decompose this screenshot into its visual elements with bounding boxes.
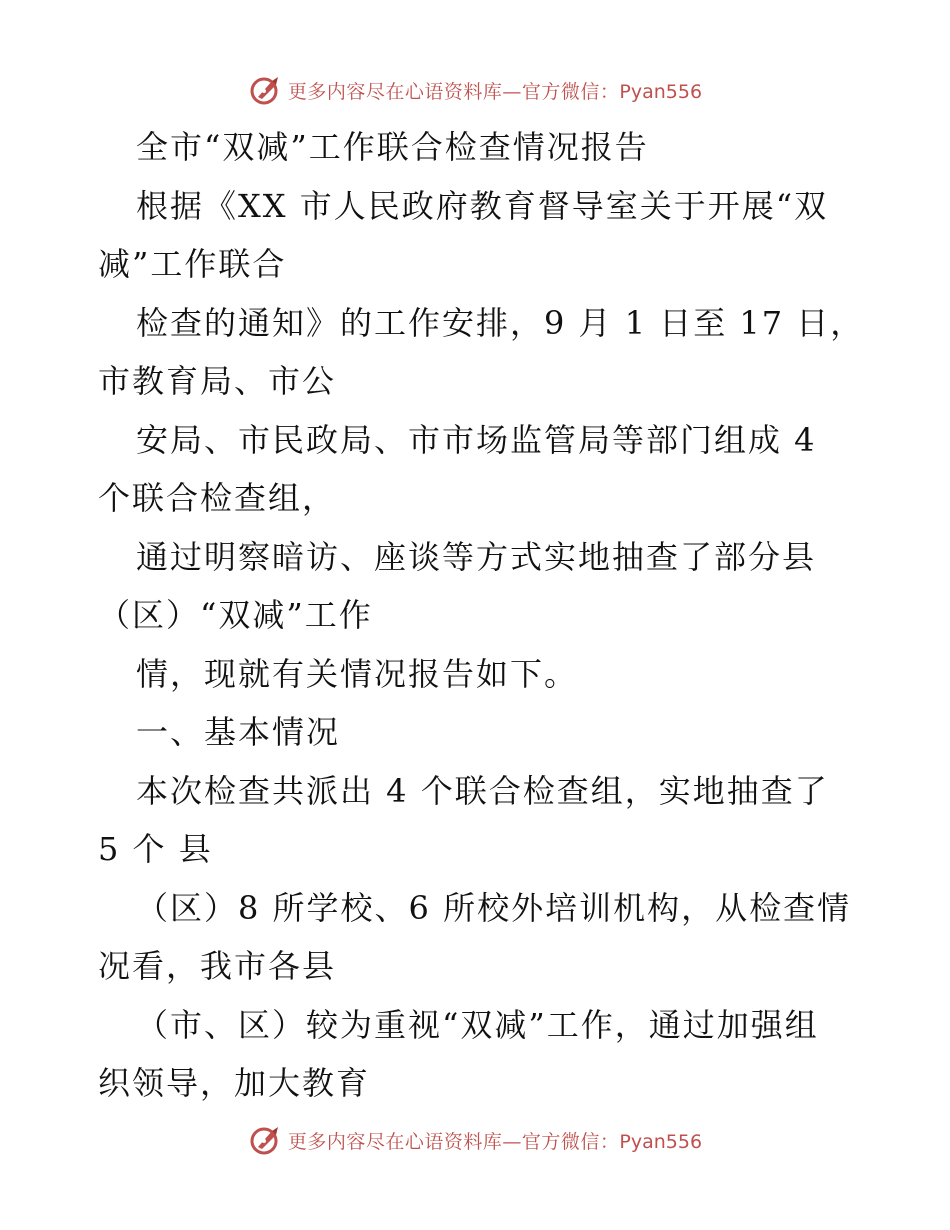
document-line: 个联合检查组， — [98, 479, 337, 517]
section-heading: 一、基本情况 — [136, 713, 341, 751]
document-line: （市、区）较为重视“双减”工作，通过加强组 — [136, 1005, 819, 1044]
document-line: 全市“双减”工作联合检查情况报告 — [136, 128, 649, 166]
footer-banner — [0, 1120, 950, 1160]
pen-nib-logo-icon — [248, 73, 282, 107]
document-line: 市教育局、市公 — [98, 362, 337, 400]
document-line: （区）“双减”工作 — [98, 596, 373, 634]
banner-text: 更多内容尽在心语资料库—官方微信：Pyan556 — [287, 80, 703, 103]
document-body — [98, 118, 865, 1113]
document-line: 情，现就有关情况报告如下。 — [136, 654, 579, 693]
document-line: 织领导，加大教育 — [98, 1064, 371, 1102]
wechat-id: Pyan556 — [619, 80, 703, 103]
document-line: 根据《XX 市人民政府教育督导室关于开展“双 — [136, 186, 829, 225]
header-banner — [0, 70, 950, 110]
document-line: 通过明察暗访、座谈等方式实地抽查了部分县 — [136, 537, 817, 576]
pen-nib-logo-icon — [248, 1123, 282, 1157]
wechat-id: Pyan556 — [619, 1130, 703, 1153]
document-line: （区）8 所学校、6 所校外培训机构，从检查情 — [136, 888, 852, 927]
document-line: 安局、市民政局、市市场监管局等部门组成 4 — [136, 420, 817, 459]
document-line: 检查的通知》的工作安排，9 月 1 日至 17 日， — [136, 303, 865, 342]
document-line: 况看，我市各县 — [98, 947, 337, 985]
document-line: 减”工作联合 — [98, 245, 287, 283]
banner-text: 更多内容尽在心语资料库—官方微信：Pyan556 — [287, 1130, 703, 1153]
document-line: 本次检查共派出 4 个联合检查组，实地抽查了 — [136, 771, 829, 810]
document-line: 5 个 县 — [98, 830, 213, 868]
